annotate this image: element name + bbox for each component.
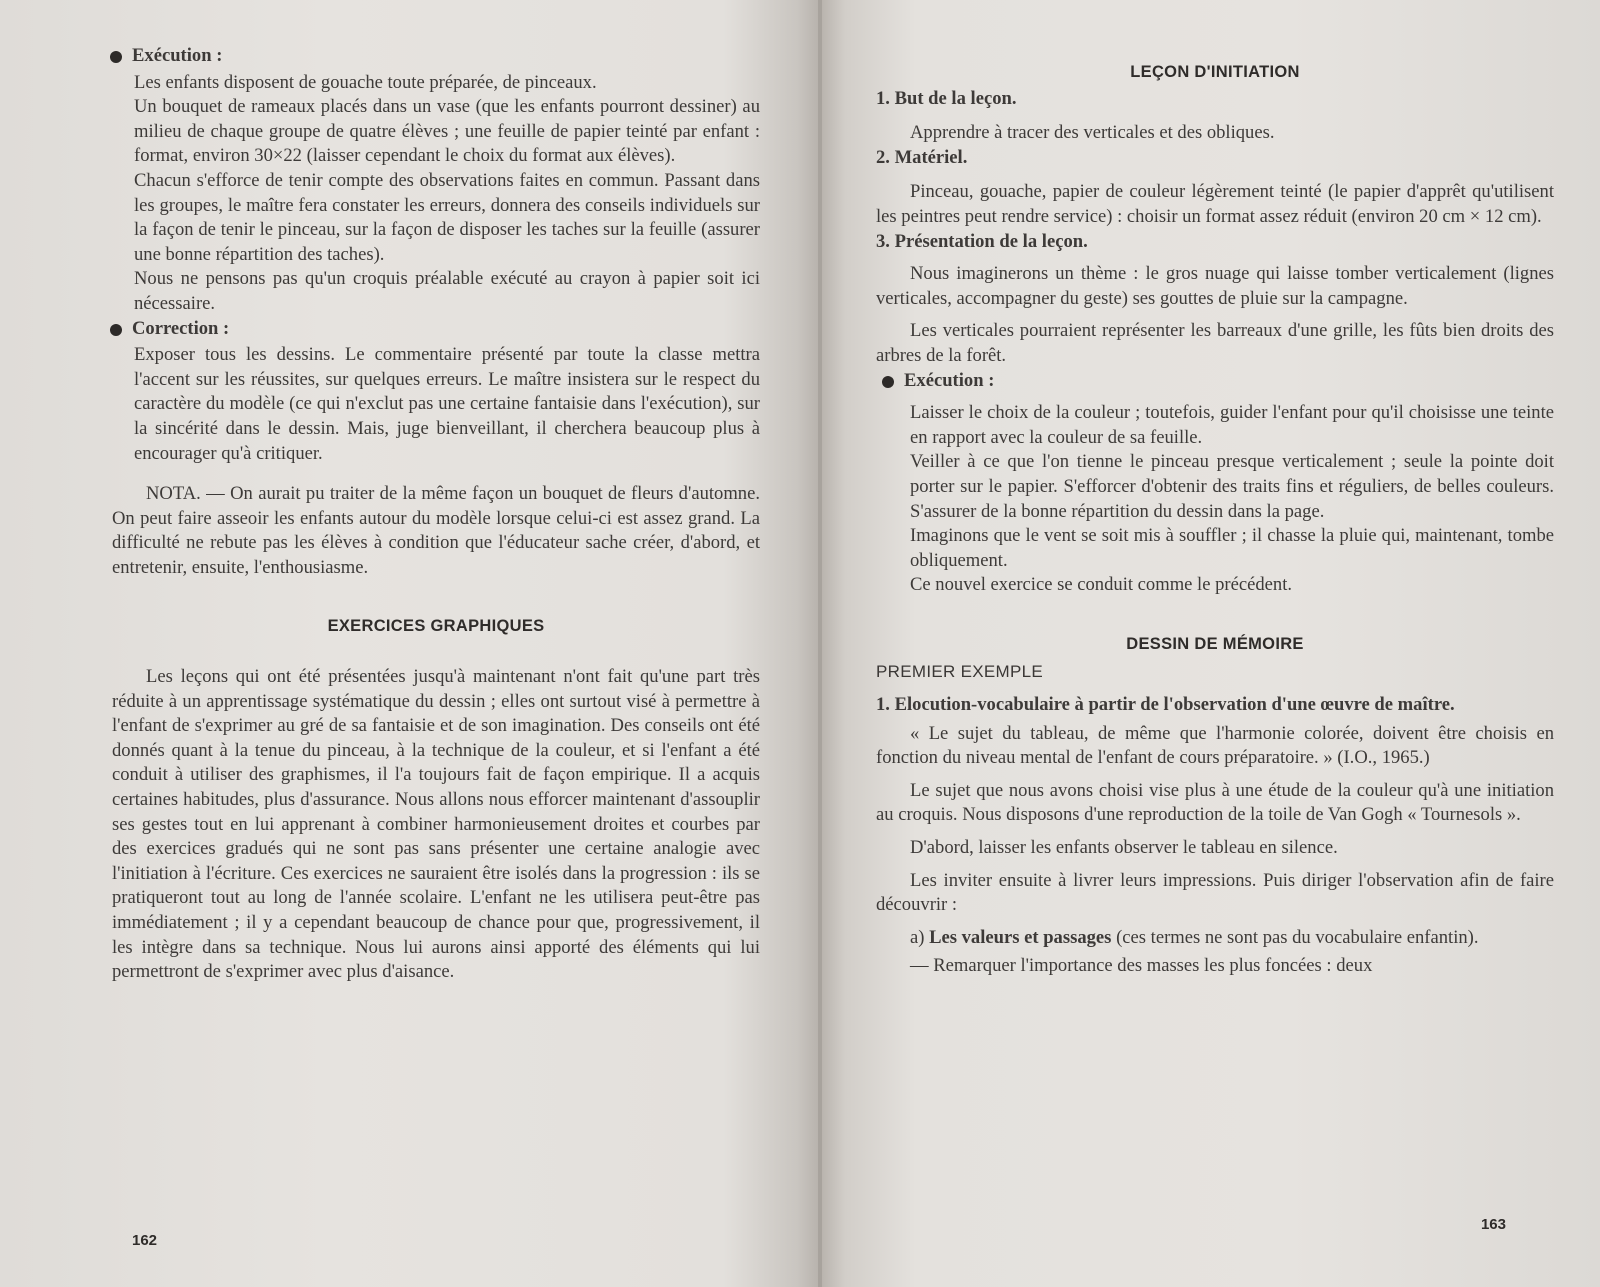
execution-line-1: Les enfants disposent de gouache toute préparée, de pinceaux. [134,71,597,93]
paragraph-impressions: Les inviter ensuite à livrer leurs impressions. Puis diriger l'observation afin de faire découvrir : [876,869,1554,916]
right-execution-line-4: Ce nouvel exercice se conduit comme le précédent. [910,574,1293,596]
right-execution-heading-text: Exécution : [904,369,995,391]
nota-paragraph: NOTA. — On aurait pu traiter de la même façon un bouquet de fleurs d'automne. On peut faire asseoir les enfants autour du modèle lorsque celui-ci est assez grand. La difficulté ne rebute pas les élèves à condition que l'éducateur sache créer, d'abord, et entretenir, ensuite, l'enthousiasme. [112,483,760,578]
subsection-premier-exemple: PREMIER EXEMPLE [876,662,1043,682]
paragraph-valeurs [876,926,1554,951]
page-number-left: 162 [132,1232,158,1249]
right-execution-line-3: Imaginons que le vent se soit mis à souffler ; il chasse la pluie qui, maintenant, tombe obliquement. [910,525,1554,571]
execution-line-3: Chacun s'efforce de tenir compte des observations faites en commun. Passant dans les groupes, le maître fera constater les erreurs, donnera des conseils individuels sur la façon de tenir le pinceau, sur la façon de disposer les taches sur la feuille (assurer une bonne répartition des taches). [134,169,760,265]
left-column [112,44,760,985]
exercices-paragraph: Les leçons qui ont été présentées jusqu'à maintenant n'ont fait qu'une part très réduite à un apprentissage systématique du dessin ; elles ont surtout visé à permettre à l'enfant de s'exprimer au gré de sa fantaisie et de son imagination. Des conseils ont été donnés quant à la tenue du pinceau, à la technique de la couleur, et si l'enfant a été conduit à utiliser des graphismes, il l'a toujours fait de façon empirique. Il a acquis certaines habitudes, plus d'assurance. Nous allons nous efforcer maintenant d'assouplir ses gestes tout en lui apprenant à combiner harmonieusement droites et courbes par des exercices gradués qui ne sont pas sans présenter une certaine analogie avec l'initiation à l'écriture. Ces exercices ne sauraient être isolés dans la progression : ils se pratiqueront tout au long de l'année scolaire. L'enfant ne les utilisera peut-être pas immédiatement ; il y a cependant beaucoup de chance pour que, progressivement, il les intègre dans sa technique. Nous lui aurons ainsi apporté des éléments qui lui permettront de s'exprimer avec plus d'aisance. [112,666,760,983]
valeurs-prefix: a) [910,926,930,948]
example-1-heading: 1. Elocution-vocabulaire à partir de l'observation d'une œuvre de maître. [876,694,1455,716]
right-execution-line-2: Veiller à ce que l'on tienne le pinceau presque verticalement ; seule la pointe doit porter sur le papier. S'efforcer d'obtenir des traits fins et réguliers, de belles couleurs. S'assurer de la bonne répartition du dessin dans la page. [910,451,1554,522]
paragraph-observe: D'abord, laisser les enfants observer le tableau en silence. [910,837,1338,859]
paragraph-remarquer: — Remarquer l'importance des masses les plus foncées : deux [910,955,1373,977]
right-page [822,0,1600,1287]
valeurs-rest: (ces termes ne sont pas du vocabulaire enfantin). [1111,926,1479,948]
correction-heading-text: Correction : [132,317,230,339]
bullet-icon [882,376,894,388]
section-title-memoire: DESSIN DE MÉMOIRE [1126,634,1304,653]
section-1-heading: 1. But de la leçon. [876,87,1017,109]
right-column [876,60,1554,979]
bullet-icon [110,324,122,336]
correction-text: Exposer tous les dessins. Le commentaire présenté par toute la classe mettra l'accent sur les réussites, sur quelques erreurs. Le maître insistera sur le respect du caractère du modèle (ce qui n'exclut pas une certaine fantaisie dans l'exécution), sur la sincérité dans le dessin. Mais, juge bienveillant, il cherchera beaucoup plus à encourager qu'à critiquer. [134,344,760,464]
section-title-exercices: EXERCICES GRAPHIQUES [327,617,545,636]
execution-line-4: Nous ne pensons pas qu'un croquis préalable exécuté au crayon à papier soit ici nécessaire. [134,268,760,314]
right-execution-line-1: Laisser le choix de la couleur ; toutefois, guider l'enfant pour qu'il choisisse une teinte en rapport avec la couleur de sa feuille. [910,402,1554,448]
section-2-text: Pinceau, gouache, papier de couleur légèrement teinté (le papier d'apprêt qu'utilisent les peintres peut rendre service) : choisir un format assez réduit (environ 20 cm × 12 cm). [876,181,1554,227]
execution-line-2: Un bouquet de rameaux placés dans un vase (que les enfants pourront dessiner) au milieu de chaque groupe de quatre élèves ; une feuille de papier teinté par enfant : format, environ 30×22 (laisser cependant le choix du format aux élèves). [134,96,760,167]
section-2-heading: 2. Matériel. [876,146,968,168]
paragraph-van-gogh: Le sujet que nous avons choisi vise plus à une étude de la couleur qu'à une initiation au croquis. Nous disposons d'une reproduction de la toile de Van Gogh « Tournesols ». [876,779,1554,826]
right-execution-heading [884,369,1554,394]
section-1-text: Apprendre à tracer des verticales et des obliques. [910,122,1275,144]
correction-heading [112,317,760,342]
execution-heading [112,44,760,69]
page-number-right: 163 [1480,1216,1506,1233]
bullet-icon [110,51,122,63]
valeurs-bold: Les valeurs et passages [929,926,1112,948]
section-3-para-2: Les verticales pourraient représenter les barreaux d'une grille, les fûts bien droits des arbres de la forêt. [876,320,1554,366]
execution-heading-text: Exécution : [132,45,223,66]
quote-paragraph: « Le sujet du tableau, de même que l'harmonie colorée, doivent être choisis en fonction du niveau mental de l'enfant de cours préparatoire. » (I.O., 1965.) [876,722,1554,769]
section-3-heading: 3. Présentation de la leçon. [876,230,1088,252]
section-3-para-1: Nous imaginerons un thème : le gros nuage qui laisse tomber verticalement (lignes verticales, accompagner du geste) ses gouttes de pluie sur la campagne. [876,263,1554,309]
lesson-title: LEÇON D'INITIATION [1130,63,1300,81]
